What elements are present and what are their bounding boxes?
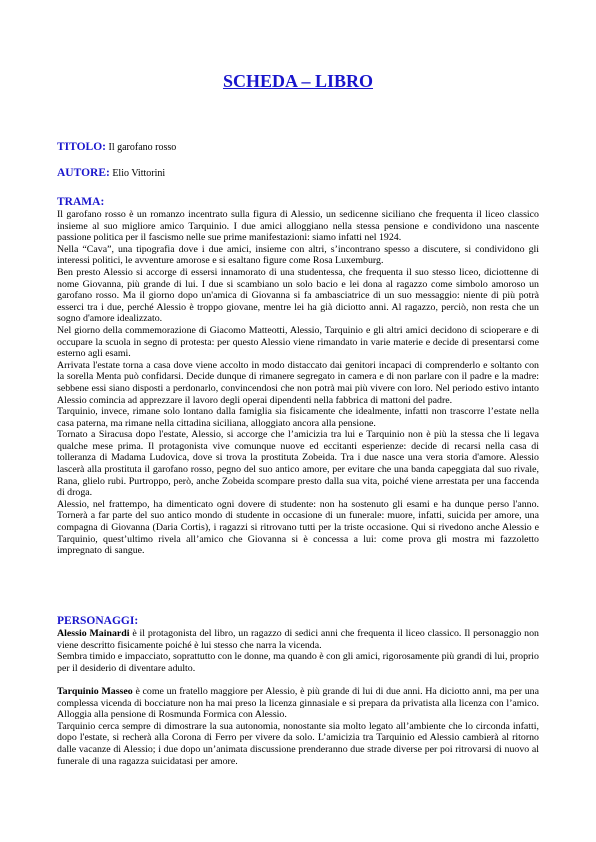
character-tarquinio <box>57 686 539 721</box>
character-description: è come un fratello maggiore per Alessio, è più grande di lui di due anni. Ha diciotto anni, ma per una complessa vicenda di bocciature non ha mai preso la licenza ginnasiale e si prepara da privatista alla licenza con l’amico. Alloggia alla pensione di Rosmunda Formica con Alessio. <box>57 685 539 721</box>
trama-body <box>57 209 539 557</box>
character-description: è il protagonista del libro, un ragazzo di sedici anni che frequenta il liceo classico. Il personaggio non viene descritto fisicamente poiché è lui stesso che narra la vicenda. <box>57 628 539 651</box>
character-alessio <box>57 628 539 651</box>
trama-paragraph: Alessio, nel frattempo, ha dimenticato ogni dovere di studente: non ha sostenuto gli esami e ha dunque perso l'anno. Tornerà a far parte del suo antico mondo di studente in occasione di un funerale: muore, infatti, suicida per amore, una compagna di Giovanna (Daria Cortis), i ragazzi si ritrovano tutti per la triste occasione. Qui si rivedono anche Alessio e Tarquinio, quest’ultimo rivela all’amico che Giovanna si è concessa a lui: come prova gli mostra mi fazzoletto impregnato di sangue. <box>57 498 539 557</box>
autore-label: AUTORE: <box>57 167 110 179</box>
trama-paragraph: Ben presto Alessio si accorge di essersi innamorato di una studentessa, che frequenta il suo stesso liceo, diciottenne di nome Giovanna, più grande di lui. I due si scambiano un solo bacio e lei dona al ragazzo come simbolo amoroso un garofano rosso. Ma il giorno dopo un'amica di Giovanna si fa ambasciatrice di un suo messaggio: niente di più potrà esserci tra i due, perché Alessio è troppo giovane, mentre lei ha già diciotto anni. Al ragazzo, perciò, non resta che un sogno d'amore idealizzato. <box>57 266 539 325</box>
autore-field <box>57 167 165 180</box>
trama-paragraph: Tarquinio, invece, rimane solo lontano dalla famiglia sia fisicamente che idealmente, infatti non trascorre l’estate nella casa paterna, ma rimane nella cittadina siciliana, alloggiato ancora alla pensione. <box>57 406 539 429</box>
trama-heading: TRAMA: <box>57 196 105 208</box>
personaggi-heading: PERSONAGGI: <box>57 615 139 627</box>
trama-paragraph: Il garofano rosso è un romanzo incentrato sulla figura di Alessio, un sedicenne siciliano che frequenta il liceo classico insieme al suo migliore amico Tarquinio. I due amici alloggiano nella stessa pensione e condividono una nascente passione politica per il fascismo nelle sue prime manifestazioni: siamo infatti nel 1924. <box>57 209 539 244</box>
trama-paragraph: Tornato a Siracusa dopo l'estate, Alessio, si accorge che l’amicizia tra lui e Tarquinio non è più la stessa che li legava qualche mese prima. Il protagonista vive comunque nuove ed eccitanti esperienze: decide di recarsi nella casa di tolleranza di Madama Ludovica, dove si trova la prostituta Zobeida. Tra i due nasce una vera storia d'amore. Alessio lascerà alla prostituta il garofano rosso, pegno del suo antico amore, per evitare che una banda capeggiata dal suo rivale, Rana, glielo rubi. Purtroppo, però, anche Zobeida scompare presto dalla sua vita, poiché viene arrestata per una faccenda di droga. <box>57 429 539 499</box>
autore-value: Elio Vittorini <box>112 168 166 179</box>
personaggi-body <box>57 628 539 767</box>
page-title: SCHEDA – LIBRO <box>222 71 374 91</box>
titolo-value: Il garofano rosso <box>108 142 177 153</box>
character-name: Tarquinio Masseo <box>57 685 133 697</box>
titolo-label: TITOLO: <box>57 141 106 153</box>
trama-paragraph: Arrivata l'estate torna a casa dove viene accolto in modo distaccato dai genitori incapaci di comprenderlo e soltanto con la sorella Menta può confidarsi. Decide dunque di rimanere segregato in camera e di non parlare con il padre e la madre: sebbene essi siano disposti a perdonarlo, convincendosi che non potrà mai più vivere con loro. Nel periodo estivo intanto Alessio comincia ad apprezzare il lavoro degli operai dipendenti nella fabbrica di mattoni del padre. <box>57 359 539 406</box>
trama-paragraph: Nella “Cava”, una tipografia dove i due amici, insieme con altri, s’incontrano spesso a discutere, si condividono gli interessi politici, le avventure amorose e si esaltano figure come Rosa Luxemburg. <box>57 243 539 267</box>
character-alessio-more: Sembra timido e impacciato, soprattutto con le donne, ma quando è con gli amici, rigorosamente più grandi di lui, proprio per il desiderio di diventare adulto. <box>57 651 539 674</box>
character-tarquinio-more: Tarquinio cerca sempre di dimostrare la sua autonomia, nonostante sia molto legato all’ambiente che lo circonda infatti, dopo l'estate, si recherà alla Corona di Ferro per vivere da solo. L’amicizia tra Tarquinio ed Alessio cambierà al ritorno dalle vacanze di Alessio; i due dopo un’animata discussione prenderanno due strade diverse per poi ritrovarsi di nuovo al funerale di una ragazza suicidatasi per amore. <box>57 720 539 767</box>
character-name: Alessio Mainardi <box>57 628 130 639</box>
trama-paragraph: Nel giorno della commemorazione di Giacomo Matteotti, Alessio, Tarquinio e gli altri amici decidono di scioperare e di occupare la scuola in segno di protesta: per questo Alessio viene rimandato in varie materie e decide di presentarsi come esterno agli esami. <box>57 324 539 360</box>
titolo-field <box>57 141 176 154</box>
